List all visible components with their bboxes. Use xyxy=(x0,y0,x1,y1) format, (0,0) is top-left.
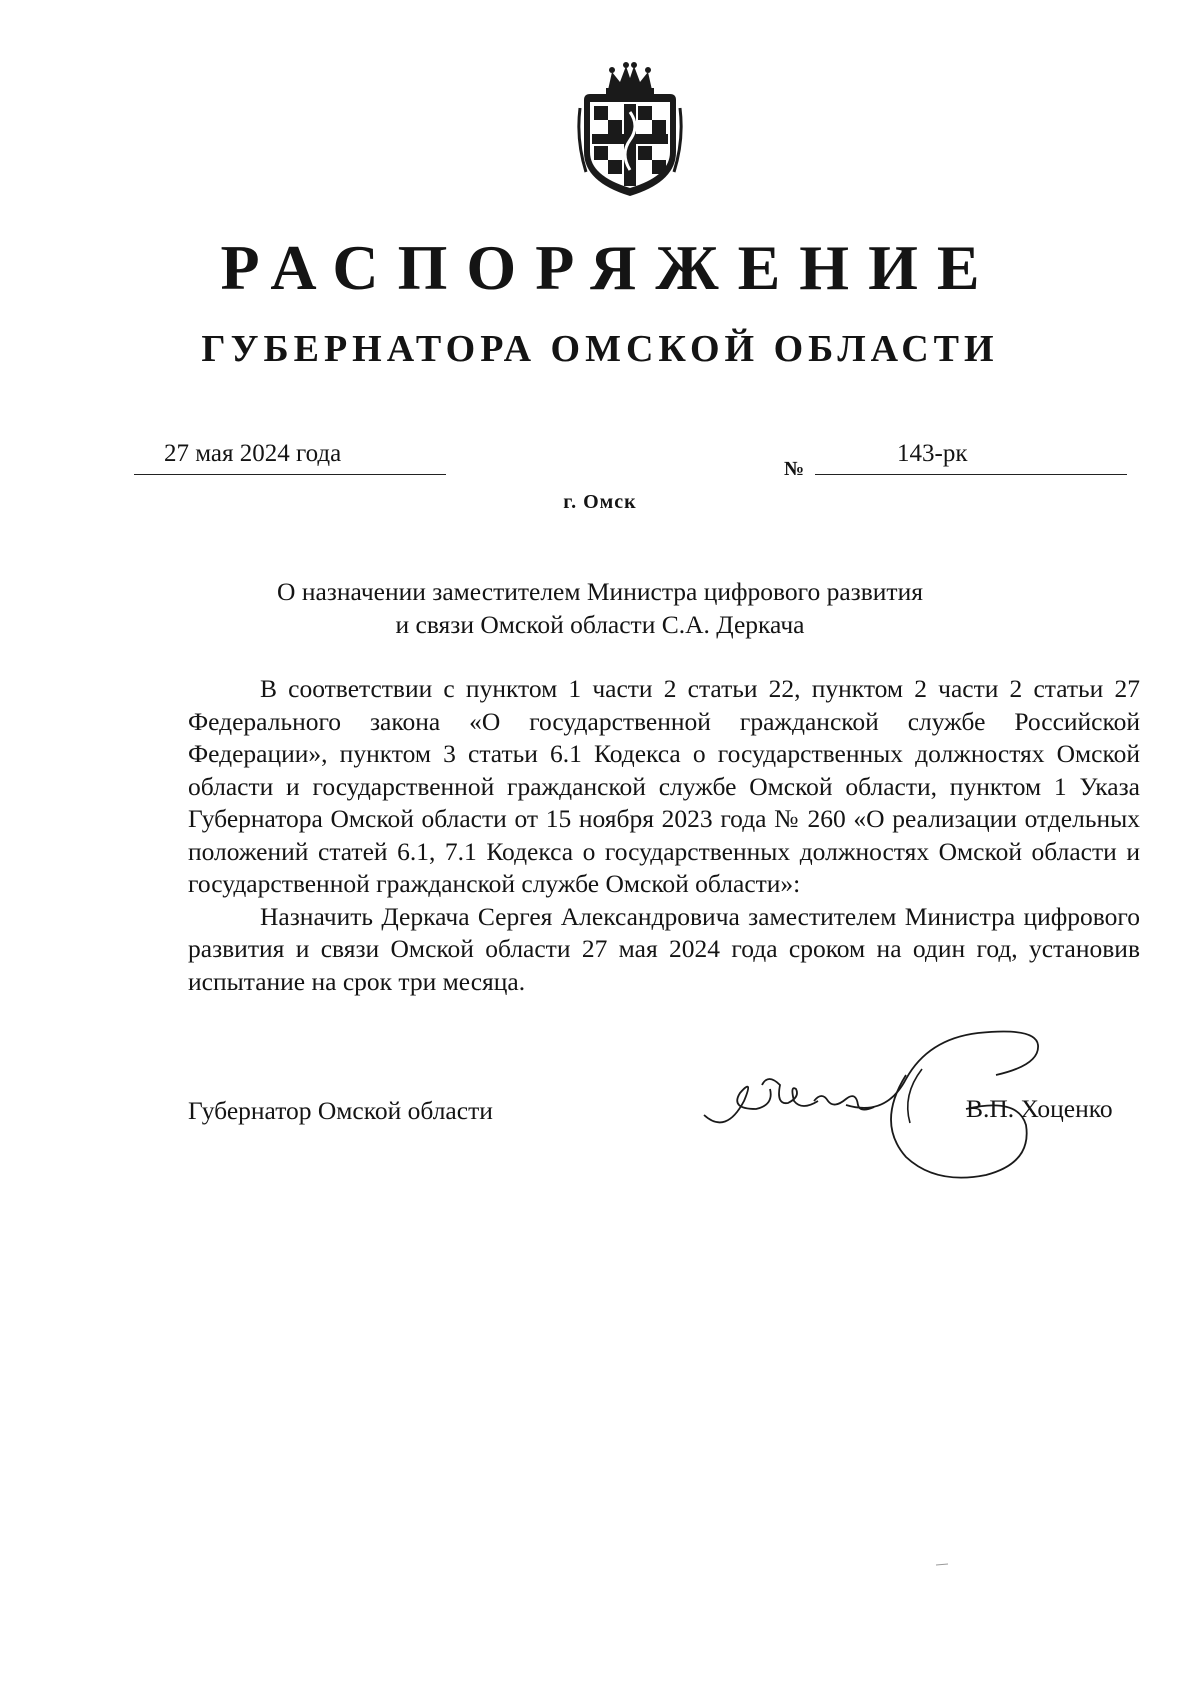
signatory-title: Губернатор Омской области xyxy=(188,1096,493,1125)
date-field xyxy=(134,438,446,475)
signatory-name: В.П. Хоценко xyxy=(966,1094,1113,1123)
document-title: РАСПОРЯЖЕНИЕ xyxy=(220,232,999,303)
heading-line: и связи Омской области С.А. Деркача xyxy=(395,610,805,639)
body-paragraph: Назначить Деркача Сергея Александровича заместителем Министра цифрового развития и связи Омской области 27 мая 2024 года сроком на один год, установив испытание на срок три месяца. xyxy=(188,901,1140,996)
number-sign: № xyxy=(784,458,805,480)
document-number: 143-рк xyxy=(897,440,968,467)
document-city: г. Омск xyxy=(563,491,637,513)
document-date: 27 мая 2024 года xyxy=(164,440,342,467)
body-paragraph: В соответствии с пунктом 1 части 2 статьи 22, пунктом 2 части 2 статьи 27 Федерального закона «О государственной гражданской службе Российской Федерации», пунктом 3 статьи 6.1 Кодекса о государственных должностях Омской области и государственной гражданской службе Омской области, пунктом 1 Указа Губернатора Омской области от 15 ноября 2023 года № 260 «О реализации отдельных положений статей 6.1, 7.1 Кодекса о государственных должностях Омской области и государственной гражданской службе Омской области»: xyxy=(188,674,1140,898)
number-field xyxy=(815,438,1127,475)
document-subtitle: ГУБЕРНАТОРА ОМСКОЙ ОБЛАСТИ xyxy=(201,328,999,370)
coat-of-arms-icon xyxy=(570,60,690,200)
heading-line: О назначении заместителем Министра цифрового развития xyxy=(277,577,923,606)
document-heading xyxy=(0,575,1200,641)
document-body xyxy=(188,673,1140,998)
scan-speck-icon xyxy=(935,1562,949,1568)
